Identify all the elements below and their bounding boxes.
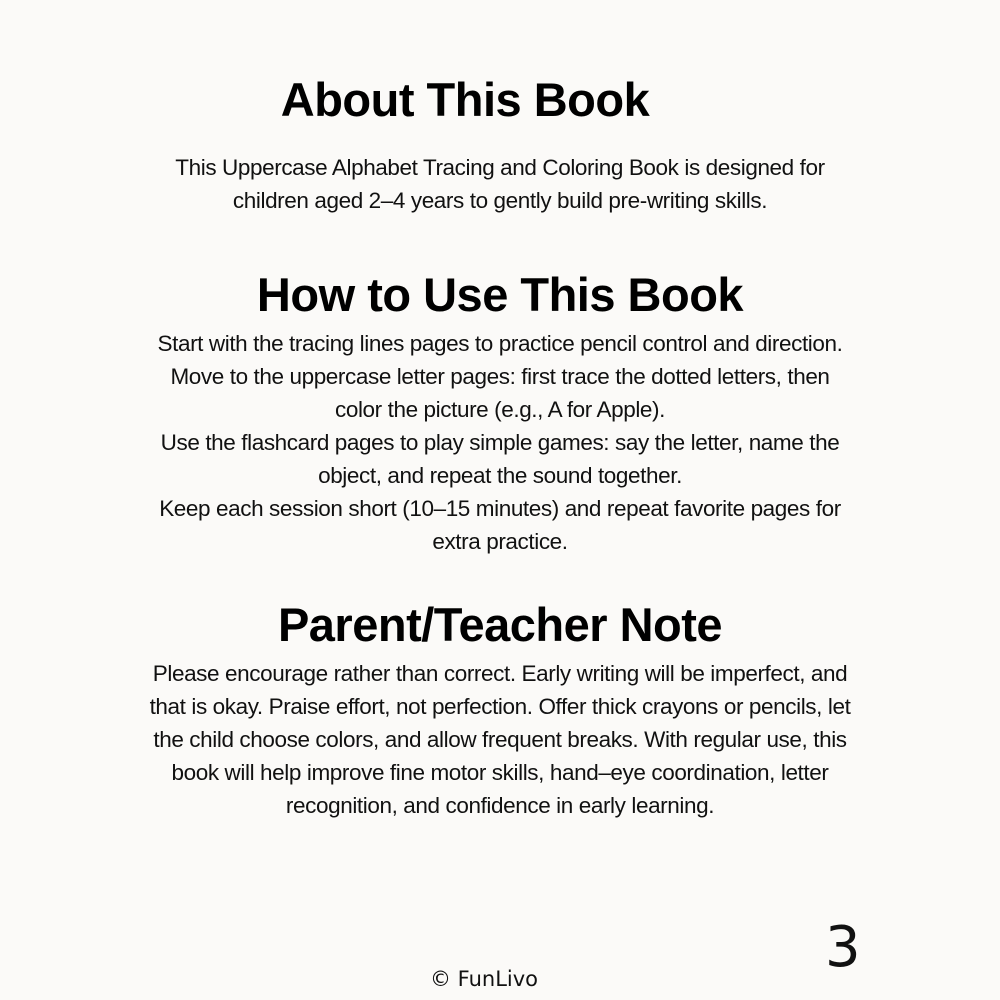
- parent-note-line: book will help improve fine motor skills, hand–eye coordination, letter: [171, 760, 829, 785]
- about-paragraph: [70, 151, 930, 217]
- parent-note-line: that is okay. Praise effort, not perfection. Offer thick crayons or pencils, let: [149, 694, 851, 719]
- how-to-use-line: Keep each session short (10–15 minutes) and repeat favorite pages for: [159, 496, 841, 521]
- how-to-use-line: Use the flashcard pages to play simple games: say the letter, name the: [160, 430, 840, 455]
- about-line: This Uppercase Alphabet Tracing and Coloring Book is designed for: [175, 155, 825, 180]
- how-to-use-line: extra practice.: [432, 529, 568, 554]
- about-heading: About This Book: [280, 73, 650, 126]
- how-to-use-line: Move to the uppercase letter pages: first trace the dotted letters, then: [170, 364, 830, 389]
- how-to-use-paragraph: [70, 327, 930, 558]
- how-to-use-line: Start with the tracing lines pages to practice pencil control and direction.: [157, 331, 843, 356]
- how-to-use-heading: How to Use This Book: [256, 268, 744, 321]
- parent-note-line: Please encourage rather than correct. Early writing will be imperfect, and: [152, 661, 848, 686]
- parent-note-paragraph: [70, 657, 930, 822]
- how-to-use-line: color the picture (e.g., A for Apple).: [335, 397, 665, 422]
- page-number: 3: [825, 915, 861, 980]
- copyright-footer: © FunLivo: [430, 967, 539, 991]
- parent-note-heading: Parent/Teacher Note: [277, 598, 723, 651]
- how-to-use-line: object, and repeat the sound together.: [318, 463, 682, 488]
- parent-note-line: the child choose colors, and allow frequent breaks. With regular use, this: [153, 727, 847, 752]
- parent-note-line: recognition, and confidence in early learning.: [285, 793, 715, 818]
- about-line: children aged 2–4 years to gently build pre-writing skills.: [232, 188, 768, 213]
